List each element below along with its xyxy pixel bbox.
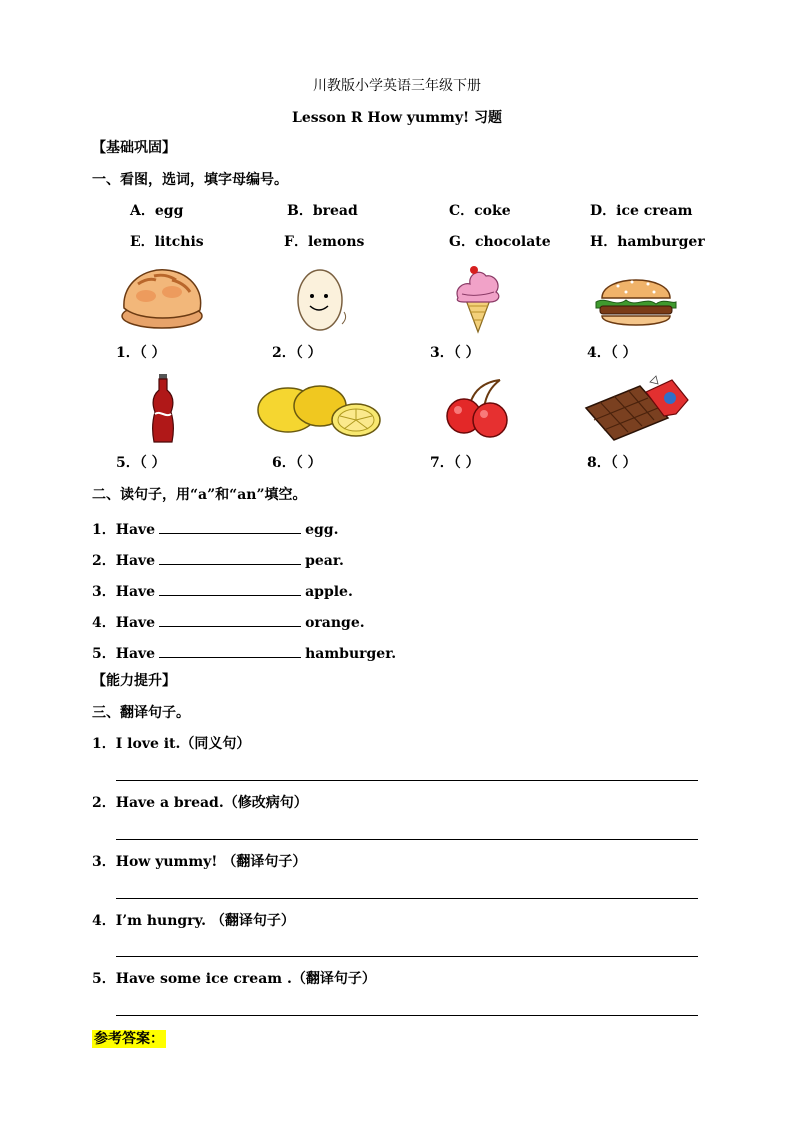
fill-blank-3[interactable]: [159, 581, 301, 596]
fill-blank-2[interactable]: [159, 550, 301, 565]
section-advanced-heading: 【能力提升】: [92, 673, 176, 689]
translate-item-4: 4．I’m hungry. （翻译句子）: [92, 913, 295, 929]
option-a: A．egg: [130, 203, 184, 219]
answer-8[interactable]: 8．（ ）: [587, 455, 637, 471]
section-basic-heading: 【基础巩固】: [92, 140, 176, 156]
fill-blank-1[interactable]: [159, 519, 301, 534]
fill-item-4: 4．Have orange.: [92, 612, 365, 631]
translate-item-5: 5．Have some ice cream .（翻译句子）: [92, 971, 376, 987]
fill-item-1: 1．Have egg.: [92, 519, 338, 538]
fill-item-3: 3．Have apple.: [92, 581, 353, 600]
answer-line-5[interactable]: [116, 1015, 698, 1016]
option-c: C．coke: [449, 203, 511, 219]
answer-line-1[interactable]: [116, 780, 698, 781]
part2-heading: 二、读句子，用“a”和“an”填空。: [92, 487, 307, 503]
part3-heading: 三、翻译句子。: [92, 705, 190, 721]
lemons-picture: [256, 376, 384, 442]
option-d: D．ice cream: [590, 203, 693, 219]
chocolate-picture: [580, 374, 692, 444]
page-title: 川教版小学英语三年级下册: [313, 78, 481, 94]
answer-2[interactable]: 2．（ ）: [272, 345, 322, 361]
fill-blank-5[interactable]: [159, 643, 301, 658]
answer-key-label: 参考答案：: [94, 1031, 164, 1047]
answer-4[interactable]: 4．（ ）: [587, 345, 637, 361]
ice-cream-picture: [450, 262, 506, 334]
page-subtitle: Lesson R How yummy! 习题: [292, 110, 502, 126]
option-g: G．chocolate: [449, 234, 551, 250]
answer-6[interactable]: 6．（ ）: [272, 455, 322, 471]
option-h: H．hamburger: [590, 234, 705, 250]
bread-picture: [116, 262, 208, 332]
option-b: B．bread: [287, 203, 358, 219]
translate-item-1: 1．I love it.（同义句）: [92, 736, 251, 752]
option-f: F．lemons: [284, 234, 365, 250]
answer-7[interactable]: 7．（ ）: [430, 455, 480, 471]
fill-blank-4[interactable]: [159, 612, 301, 627]
fill-item-2: 2．Have pear.: [92, 550, 344, 569]
answer-line-2[interactable]: [116, 839, 698, 840]
fill-item-5: 5．Have hamburger.: [92, 643, 396, 662]
translate-item-3: 3．How yummy! （翻译句子）: [92, 854, 307, 870]
option-e: E．litchis: [130, 234, 204, 250]
answer-line-4[interactable]: [116, 956, 698, 957]
translate-item-2: 2．Have a bread.（修改病句）: [92, 795, 308, 811]
egg-picture: [290, 262, 352, 334]
answer-line-3[interactable]: [116, 898, 698, 899]
part1-heading: 一、看图，选词，填字母编号。: [92, 172, 288, 188]
answer-3[interactable]: 3．（ ）: [430, 345, 480, 361]
answer-5[interactable]: 5．（ ）: [116, 455, 166, 471]
coke-picture: [148, 372, 178, 444]
answer-1[interactable]: 1．（ ）: [116, 345, 166, 361]
litchis-picture: [440, 374, 516, 440]
hamburger-picture: [592, 264, 680, 332]
